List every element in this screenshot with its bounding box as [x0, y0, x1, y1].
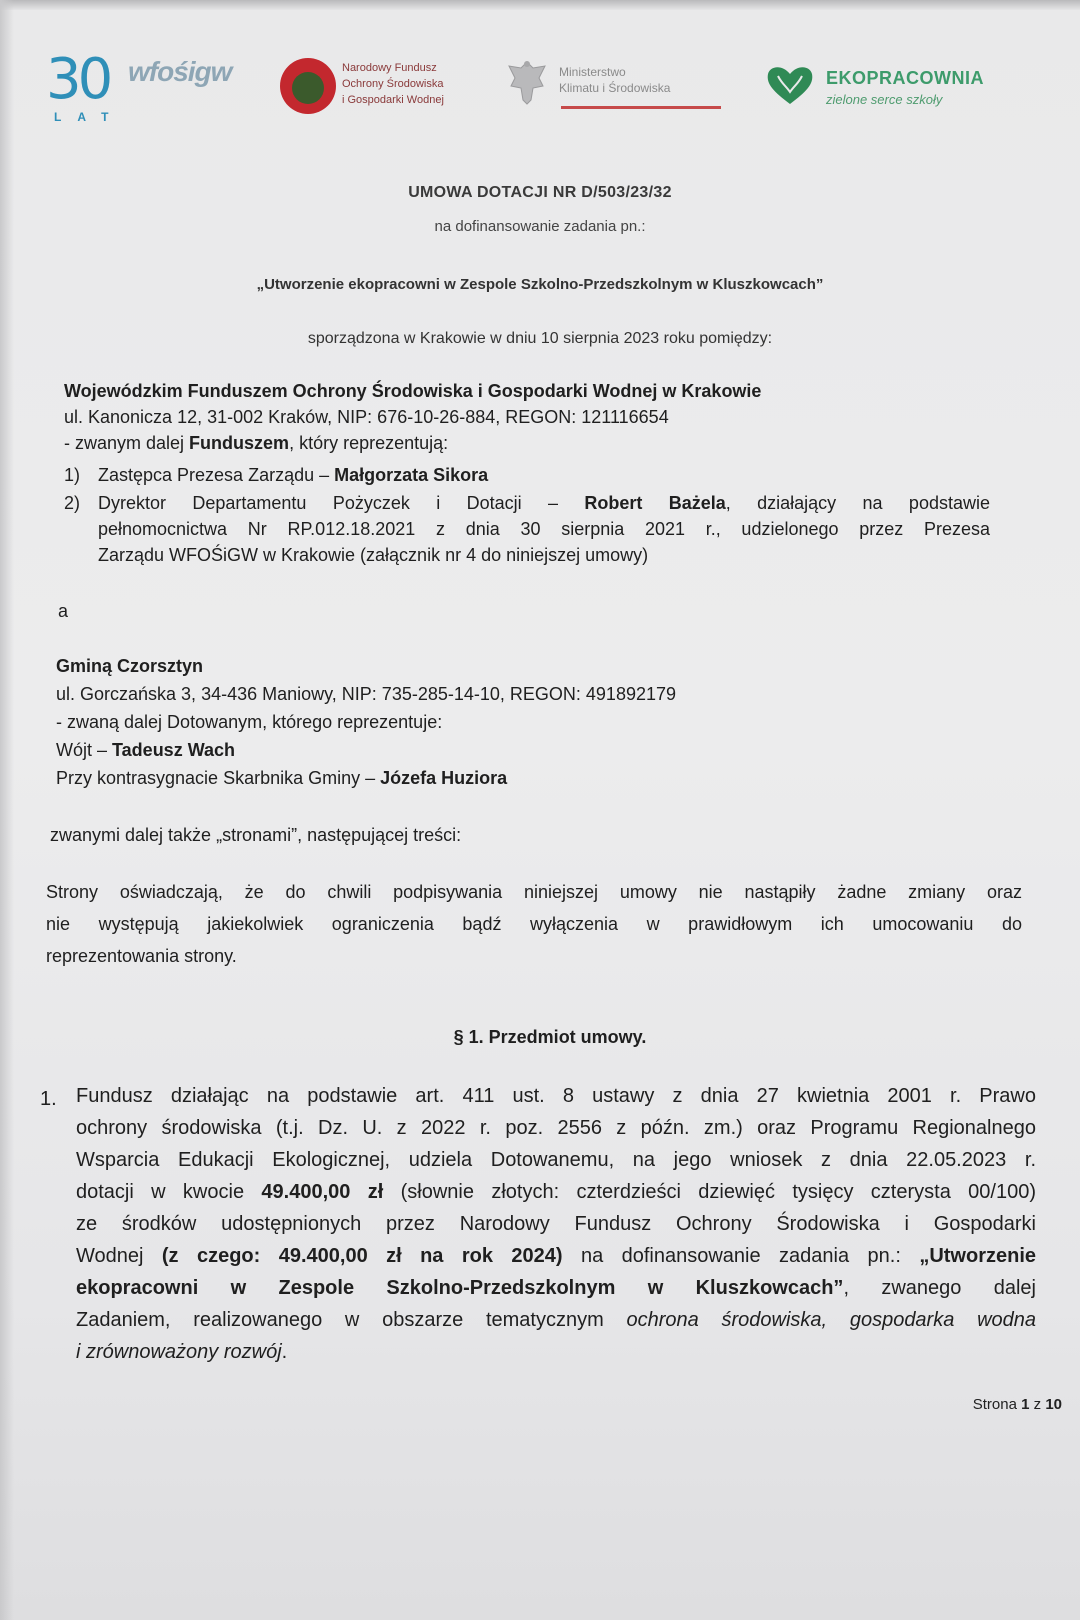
rep2-role: Dyrektor Departamentu Pożyczek i Dotacji –	[98, 493, 585, 513]
statement-paragraph	[46, 876, 1022, 972]
page-number	[973, 1396, 1062, 1413]
item-line: Fundusz działając na podstawie art. 411 ust. 8 ustawy z dnia 27 kwietnia 2001 r. Prawo	[76, 1085, 1036, 1107]
item-line: ochrony środowiska (t.j. Dz. U. z 2022 r. poz. 2556 z późn. zm.) oraz Programu Regionalnego	[76, 1117, 1036, 1139]
nfosigw-name	[342, 60, 444, 108]
item-line	[76, 1304, 1036, 1336]
party1-address: ul. Kanonicza 12, 31-002 Kraków, NIP: 676-10-26-884, REGON: 121116654	[64, 407, 669, 427]
contract-date-place: sporządzona w Krakowie w dniu 10 sierpnia 2023 roku pomiędzy:	[307, 330, 773, 347]
ministry-line: Klimatu i Środowiska	[559, 81, 671, 95]
eagle-icon	[505, 56, 549, 106]
ministry-line: Ministerstwo	[559, 65, 626, 79]
rep2-line-2: pełnomocnictwa Nr RP.012.18.2021 z dnia 30 sierpnia 2021 r., udzielonego przez Prezesa	[98, 519, 990, 539]
treasurer-role: Przy kontrasygnacie Skarbnika Gminy –	[56, 768, 381, 788]
ministry-name	[559, 64, 670, 96]
ekopracownia-name: EKOPRACOWNIA	[826, 68, 984, 88]
treasurer-name: Józefa Huziora	[380, 768, 508, 788]
item-line: ze środków udostępnionych przez Narodowy Fundusz Ochrony Środowiska i Gospodarki	[76, 1213, 1036, 1235]
page-number-mid: z	[1029, 1396, 1046, 1413]
party1-representative-2	[98, 490, 990, 568]
rep1-number: 1)	[64, 465, 81, 485]
item-line: Wsparcia Edukacji Ekologicznej, udziela Dotowanemu, na jego wniosek z dnia 22.05.2023 r.	[76, 1149, 1036, 1171]
wojt-name: Tadeusz Wach	[112, 740, 236, 760]
item-line-7-post: , zwanego dalej	[843, 1277, 1036, 1299]
item-line-8-italic: ochrona środowiska, gospodarka wodna	[626, 1309, 1037, 1331]
item-line-6-bold: (z czego: 49.400,00 zł na rok 2024)	[161, 1245, 563, 1267]
item-line-7-bold: ekopracowni w Zespole Szkolno-Przedszkolnym w Kluszkowcach”	[76, 1277, 844, 1299]
party2-treasurer	[56, 764, 996, 792]
statement-line: Strony oświadczają, że do chwili podpisywania niniejszej umowy nie nastąpiły żadne zmiany oraz	[46, 882, 1022, 902]
rep2-line-3: Zarządu WFOŚiGW w Krakowie (załącznik nr 4 do niniejszej umowy)	[98, 545, 649, 565]
item-line	[76, 1240, 1036, 1272]
document-subtitle: na dofinansowanie zadania pn.:	[434, 218, 646, 235]
party1-representative-1	[64, 462, 1004, 488]
item-line	[76, 1272, 1036, 1304]
nfosigw-line: Ochrony Środowiska	[342, 78, 444, 90]
page-left-shadow	[0, 0, 14, 1620]
page-edge-shadow	[0, 0, 1080, 10]
wfosigw-logo	[46, 47, 236, 124]
statement-line: reprezentowania strony.	[46, 946, 237, 966]
party1-name: Wojewódzkim Funduszem Ochrony Środowiska i Gospodarki Wodnej w Krakowie	[64, 381, 762, 401]
party1-called-post: , który reprezentują:	[289, 433, 449, 453]
document-title: UMOWA DOTACJI NR D/503/23/32	[408, 184, 672, 201]
rep2-line-1	[98, 490, 990, 516]
wfosigw-lat-text: LAT	[54, 110, 125, 124]
rep2-basis: , działający na podstawie	[725, 493, 990, 513]
item-line-6-bold2: „Utworzenie	[919, 1245, 1036, 1267]
rep1-name: Małgorzata Sikora	[334, 465, 489, 485]
nfosigw-line: Narodowy Fundusz	[342, 62, 437, 74]
parties-definition: zwanymi dalej także „stronami”, następującej treści:	[50, 825, 462, 845]
section-1-item-number: 1.	[40, 1088, 57, 1110]
nfosigw-logo	[280, 50, 480, 120]
party2-name: Gminą Czorsztyn	[56, 656, 204, 676]
nfosigw-line: i Gospodarki Wodnej	[342, 94, 444, 106]
section-1-heading: § 1. Przedmiot umowy.	[453, 1027, 647, 1047]
green-heart-icon	[764, 64, 816, 106]
page-number-pre: Strona	[972, 1396, 1022, 1413]
rep1-role: Zastępca Prezesa Zarządu –	[98, 465, 335, 485]
grant-amount: 49.400,00 zł	[261, 1181, 384, 1203]
task-name: „Utworzenie ekopracowni w Zespole Szkolno-Przedszkolnym w Kluszkowcach”	[256, 276, 824, 293]
statement-line: nie występują jakiekolwiek ograniczenia bądź wyłączenia w prawidłowym ich umocowaniu do	[46, 914, 1022, 934]
party2-wojt	[56, 736, 996, 764]
item-line-8-pre: Zadaniem, realizowanego w obszarze tematycznym	[76, 1309, 627, 1331]
rep2-number: 2)	[64, 493, 81, 513]
party1-called-name: Funduszem	[189, 433, 290, 453]
party2-block	[56, 652, 996, 792]
party1-called-pre: - zwanym dalej	[64, 433, 190, 453]
item-line-6-pre: Wodnej	[76, 1245, 162, 1267]
page-current: 1	[1021, 1396, 1030, 1413]
ministry-logo	[505, 50, 725, 120]
item-line	[76, 1336, 1036, 1368]
nfosigw-emblem-icon	[280, 58, 336, 114]
section-1-item-1	[76, 1080, 1036, 1368]
wfosigw-number-text: 30	[46, 47, 110, 112]
item-line	[76, 1176, 1036, 1208]
party1-called	[64, 430, 1004, 456]
page-total: 10	[1045, 1396, 1062, 1413]
party1-block	[64, 378, 1004, 456]
ekopracownia-tagline: zielone serce szkoły	[826, 92, 943, 107]
item-line-9-post: .	[281, 1341, 288, 1363]
conjunction-a: a	[58, 601, 69, 621]
party2-address: ul. Gorczańska 3, 34-436 Maniowy, NIP: 735-285-14-10, REGON: 491892179	[56, 684, 677, 704]
ministry-underline	[561, 106, 721, 109]
party2-called: - zwaną dalej Dotowanym, którego reprezentuje:	[56, 712, 443, 732]
item-line-4-pre: dotacji w kwocie	[76, 1181, 262, 1203]
wojt-role: Wójt –	[56, 740, 113, 760]
item-line-9-italic: i zrównoważony rozwój	[76, 1341, 282, 1363]
wfosigw-30-number	[46, 47, 110, 112]
ekopracownia-logo	[764, 50, 1014, 120]
wfosigw-name-text: wfośigw	[128, 56, 232, 87]
item-line-6-mid: na dofinansowanie zadania pn.:	[562, 1245, 920, 1267]
item-line-4-post: (słownie złotych: czterdzieści dziewięć tysięcy czterysta 00/100)	[383, 1181, 1036, 1203]
rep2-name: Robert Bażela	[584, 493, 726, 513]
